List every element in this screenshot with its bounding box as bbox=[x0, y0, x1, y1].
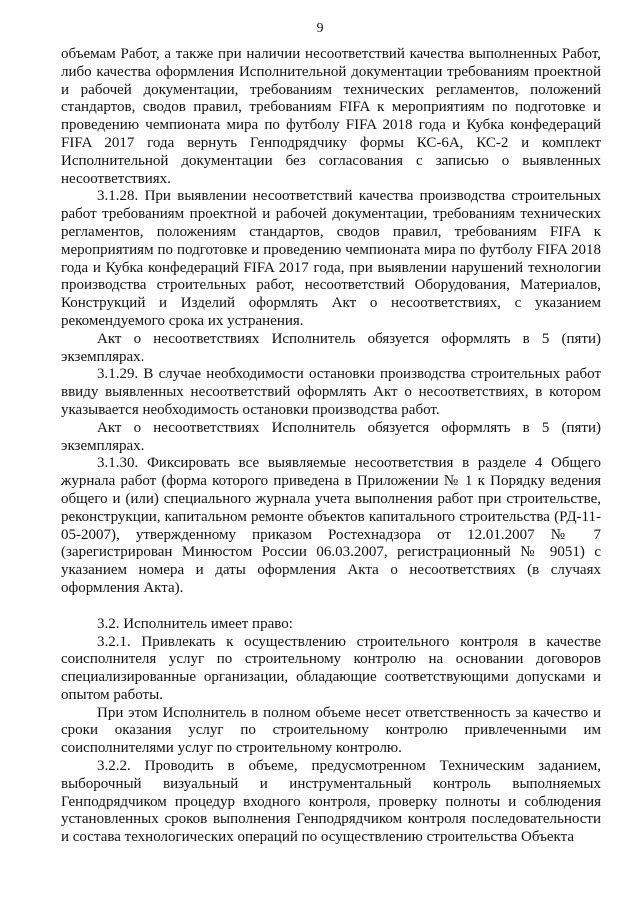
paragraph-continuation: объемам Работ, а также при наличии несоответствий качества выполненных Работ, либо качества оформления Исполнительной документации требованиям проектной и рабочей документации, требованиям технических регламентов, положений стандартов, сводов правил, требованиям FIFA к мероприятиям по подготовке и проведению чемпионата мира по футболу FIFA 2018 года и Кубка конфедераций FIFA 2017 года вернуть Генподрядчику формы КС-6А, КС-2 и комплект Исполнительной документации без согласования с записью о выявленных несоответствиях. bbox=[61, 46, 601, 187]
paragraph-3-2-2: 3.2.2. Проводить в объеме, предусмотренном Техническим заданием, выборочный визуальный и инструментальный контроль выполняемых Генподрядчиком процедур входного контроля, проверку полноты и соблюдения установленных сроков выполнения Генподрядчиком контроля последовательности и состава технологических операций по осуществлению строительства Объекта bbox=[61, 758, 601, 846]
paragraph-3-1-30: 3.1.30. Фиксировать все выявляемые несоответствия в разделе 4 Общего журнала работ (форма которого приведена в Приложении № 1 к Порядку ведения общего и (или) специального журнала учета выполнения работ при строительстве, реконструкции, капитальном ремонте объектов капитального строительства (РД-11-05-2007), утвержденному приказом Ростехнадзора от 12.01.2007 № 7 (зарегистрирован Минюстом России 06.03.2007, регистрационный № 9051) с указанием номера и даты оформления Акта о несоответствиях (в случаях оформления Акта). bbox=[61, 455, 601, 596]
paragraph-responsibility: При этом Исполнитель в полном объеме несет ответственность за качество и сроки оказания услуг по строительному контролю привлеченными им соисполнителями услуг по строительному контролю. bbox=[61, 704, 601, 757]
document-body bbox=[61, 46, 601, 847]
paragraph-act-copies: Акт о несоответствиях Исполнитель обязуется оформлять в 5 (пяти) экземплярах. bbox=[61, 419, 601, 454]
page-number: 9 bbox=[316, 21, 324, 36]
paragraph-3-2-1: 3.2.1. Привлекать к осуществлению строительного контроля в качестве соисполнителя услуг по строительному контролю на основании договоров специализированные организации, обладающие соответствующими допусками и опытом работы. bbox=[61, 633, 601, 703]
paragraph-3-1-29: 3.1.29. В случае необходимости остановки производства строительных работ ввиду выявленных несоответствий оформлять Акт о несоответствиях, в котором указывается необходимость остановки производства работ. bbox=[61, 366, 601, 418]
paragraph-act-copies: Акт о несоответствиях Исполнитель обязуется оформлять в 5 (пяти) экземплярах. bbox=[61, 330, 601, 365]
section-3-2-heading: 3.2. Исполнитель имеет право: bbox=[97, 615, 293, 632]
paragraph-3-1-28: 3.1.28. При выявлении несоответствий качества производства строительных работ требованиям проектной и рабочей документации, требованиям технических регламентов, положениям стандартов, сводов правил, требованиям FIFA к мероприятиям по подготовке и проведению чемпионата мира по футболу FIFA 2018 года и Кубка конфедераций FIFA 2017 года, при выявлении нарушений технологии производства строительных работ, несоответствий Оборудования, Материалов, Конструкций и Изделий оформлять Акт о несоответствиях, с указанием рекомендуемого срока их устранения. bbox=[61, 188, 601, 329]
